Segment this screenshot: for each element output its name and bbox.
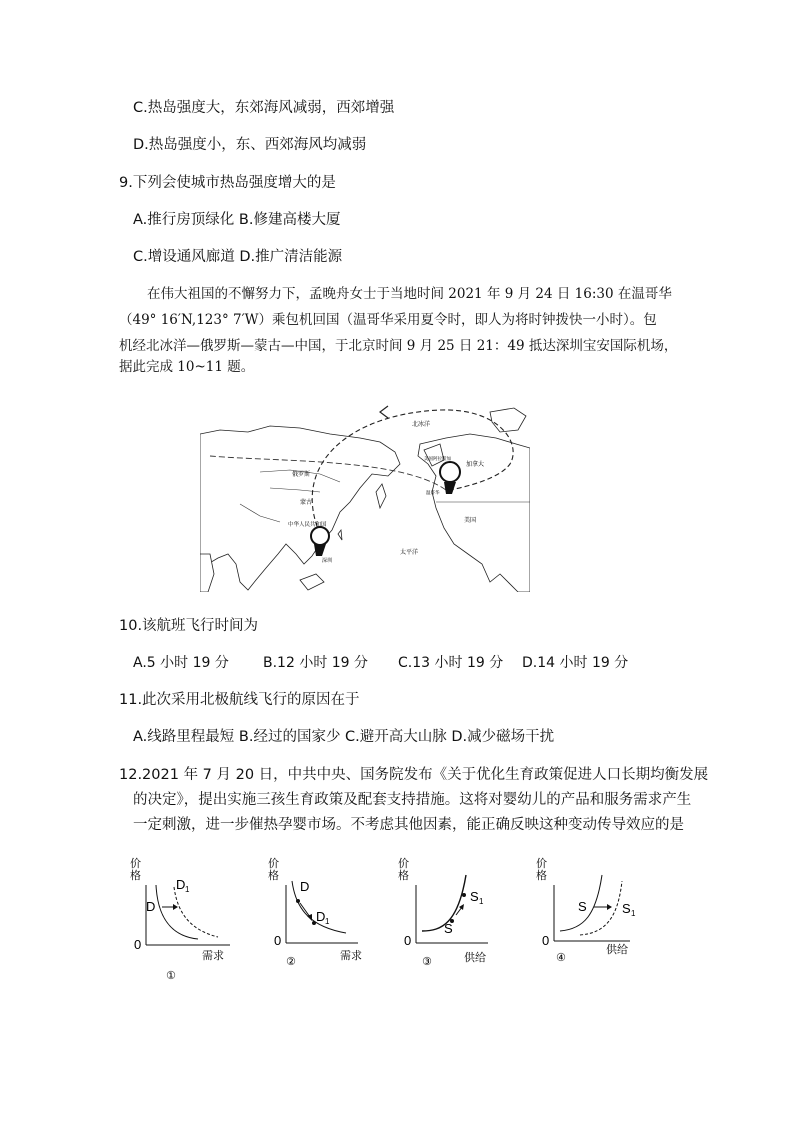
q9-stem: 9.下列会使城市热岛强度增大的是 (119, 175, 336, 191)
graph-2-curve-a-label: D (300, 879, 310, 894)
passage-line-1: 在伟大祖国的不懈努力下，孟晚舟女士于当地时间 2021 年 9 月 24 日 16:30 在温哥华 (147, 286, 672, 302)
graph-2-arrow (307, 914, 312, 921)
shenzhen-pin (314, 544, 326, 556)
graph-1-curve-d1 (174, 887, 218, 937)
graph-1-arrow (173, 904, 178, 910)
q10-option-d: D.14 小时 19 分 (522, 655, 629, 671)
graph-3-ylabel-top: 价 (398, 858, 409, 870)
greenland-shape (490, 408, 526, 432)
graph-2 (262, 855, 372, 989)
japan-shape (376, 484, 386, 508)
graph-3-curve-a-label: S (444, 921, 453, 936)
q10-stem: 10.该航班飞行时间为 (119, 618, 259, 634)
graph-3-arrow (459, 904, 464, 910)
graph-4-origin: 0 (542, 933, 550, 948)
graph-1-number: ① (166, 970, 176, 982)
q9-options-cd: C.增设通风廊道 D.推广清洁能源 (133, 249, 343, 265)
q12-line-1: 12.2021 年 7 月 20 日，中共中央、国务院发布《关于优化生育政策促进人口长期均衡发展 (119, 767, 709, 783)
graph-1-origin: 0 (134, 937, 142, 952)
q10-option-b: B.12 小时 19 分 (263, 655, 369, 671)
graph-4-curve-a-label: S (578, 899, 587, 914)
q12-line-3: 一定刺激，进一步催热孕婴市场。不考虑其他因素，能正确反映这种变动传导效应的是 (133, 817, 684, 833)
graph-2-ylabel-top: 价 (268, 858, 279, 870)
map-label-china: 中华人民共和国 (288, 522, 327, 528)
graph-2-origin: 0 (274, 933, 282, 948)
graph-2-ylabel-bottom: 格 (268, 870, 279, 882)
graph-1 (128, 855, 238, 989)
graph-4-ylabel-top: 价 (536, 858, 547, 870)
passage-line-4: 据此完成 10~11 题。 (119, 359, 255, 375)
map-label-russia: 俄罗斯 (292, 472, 311, 478)
graph-1-curve-d (156, 885, 198, 939)
passage-line-2: （49° 16′N,123° 7′W）乘包机回国（温哥华采用夏令时，即人为将时钟拨快一小时）。包 (119, 312, 657, 328)
q10-option-c: C.13 小时 19 分 (398, 655, 504, 671)
graph-3-origin: 0 (404, 933, 412, 948)
map-label-vancouver: 温哥华 (426, 490, 440, 495)
shenzhen-marker (311, 527, 329, 545)
graph-3-ylabel-bottom: 格 (398, 870, 409, 882)
graph-2-curve-b-label: D (316, 909, 326, 924)
q12-line-2: 的决定》，提出实施三孩生育政策及配套支持措施。这将对婴幼儿的产品和服务需求产生 (133, 792, 692, 808)
q8-option-c: C.热岛强度大，东郊海风减弱，西郊增强 (133, 100, 395, 116)
graph-4-ylabel-bottom: 格 (536, 870, 547, 882)
graph-4-arrow (607, 904, 612, 910)
graph-1-curve-a-label: D (146, 899, 156, 914)
graph-4-xlabel: 供给 (606, 944, 628, 956)
q9-options-ab: A.推行房顶绿化 B.修建高楼大厦 (133, 212, 341, 228)
map-label-arctic: 北冰洋 (412, 422, 431, 428)
graph-1-ylabel-bottom: 格 (130, 870, 141, 882)
taiwan-shape (338, 530, 342, 540)
eurasia-shape (200, 426, 400, 590)
graph-1-xlabel: 需求 (202, 950, 224, 962)
map-label-alaska: 美国阿拉斯加 (424, 456, 451, 461)
q8-option-d: D.热岛强度小，东、西郊海风均减弱 (133, 137, 367, 153)
graph-3 (396, 855, 506, 989)
graph-3-xlabel: 供给 (464, 952, 486, 964)
graph-4-number: ④ (556, 952, 566, 964)
graph-4-curve-b-sub: 1 (631, 909, 636, 918)
q11-options: A.线路里程最短 B.经过的国家少 C.避开高大山脉 D.减少磁场干扰 (133, 729, 555, 745)
map-label-shenzhen: 深圳 (322, 558, 333, 564)
graph-1-curve-b-label: D (176, 877, 186, 892)
map-label-canada: 加拿大 (466, 462, 485, 468)
graph-2-number: ② (286, 956, 296, 968)
map-label-usa: 美国 (464, 518, 477, 524)
passage-line-3: 机经北冰洋—俄罗斯—蒙古—中国，于北京时间 9 月 25 日 21：49 抵达深圳宝安国际机场， (119, 338, 678, 354)
graph-4 (530, 855, 640, 989)
q10-option-a: A.5 小时 19 分 (133, 655, 229, 671)
map-label-pacific: 太平洋 (400, 550, 419, 556)
graph-3-curve-b-sub: 1 (479, 897, 484, 906)
route-direction-arrow (380, 406, 388, 418)
q11-stem: 11.此次采用北极航线飞行的原因在于 (119, 692, 360, 708)
graph-1-ylabel-top: 价 (130, 858, 141, 870)
graph-3-number: ③ (422, 956, 432, 968)
graph-3-curve-b-label: S (470, 889, 479, 904)
graph-4-curve-b-label: S (622, 901, 631, 916)
graph-1-curve-b-sub: 1 (185, 885, 190, 894)
map-label-mongolia: 蒙古 (300, 500, 313, 506)
map-svg (200, 404, 530, 592)
graph-2-xlabel: 需求 (340, 950, 362, 962)
islands-shape (300, 574, 324, 590)
vancouver-marker (440, 462, 460, 482)
graph-2-curve-b-sub: 1 (325, 917, 330, 926)
flight-route-map (200, 404, 530, 592)
